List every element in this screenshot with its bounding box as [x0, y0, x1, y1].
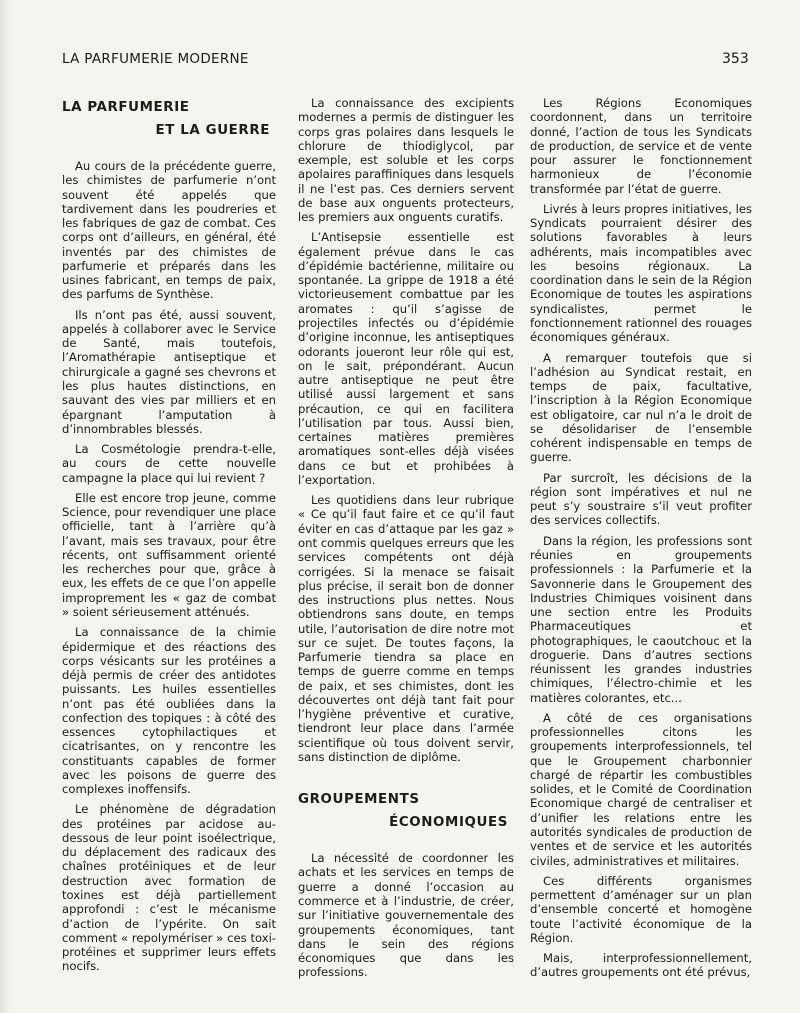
paragraph: La nécessité de coordonner les achats et les services en temps de guerre a donné l’occasion au commerce et à l’industrie, de créer, sur l’initiative gouvernementale des groupements économiques, tant dans le sein des régions économiques que dans les professions. [298, 851, 514, 980]
paragraph: La Cosmétologie prendra-t-elle, au cours de cette nouvelle campagne la place qui lui revient ? [62, 442, 276, 485]
paragraph: Les Régions Economiques coordonnent, dans un territoire donné, l’action de tous les Syndicats de production, de service et de vente pour assurer le fonctionnement harmonieux de l’économie transformée par l’état de guerre. [530, 96, 752, 196]
paragraph: La connaissance des excipients modernes a permis de distinguer les corps gras polaires dans lesquels le chlorure de thiodiglycol, par exemple, est soluble et les corps apolaires paraffiniques dans lesquels il ne l’est pas. Ces derniers servent de base aux onguents protecteurs, les premiers aux onguents curatifs. [298, 96, 514, 225]
paragraph: Elle est encore trop jeune, comme Science, pour revendiquer une place officielle, tant à l’arrière qu’à l’avant, mais ses travaux, pour être récents, ont suffisamment orienté les recherches pour que, grâce à eux, les effets de ce que l’on appelle improprement les « gaz de combat » soient sérieusement atténués. [62, 490, 276, 619]
title-line: ET LA GUERRE [155, 123, 270, 138]
title-line: ÉCONOMIQUES [389, 815, 508, 831]
paragraph: L’Antisepsie essentielle est également prévue dans le cas d’épidémie bactérienne, militaire ou spontanée. La grippe de 1918 a été victorieusement combattue par les aromates : qu’il s’agisse de projectiles infectés ou d’épidémie d’origine inconnue, les antiseptiques odorants joueront leur rôle qui est, on le sait, prépondérant. Aucun autre antiseptique ne peut être utilisé aussi largement et sans précaution, ce qui en facilitera l’utilisation par tous. Aussi bien, certaines matières premières aromatiques sont-elles déjà visées dans ce but et prohibées à l’exportation. [298, 230, 514, 487]
paragraph: A remarquer toutefois que si l’adhésion au Syndicat restait, en temps de paix, facultative, l’inscription à la Région Economique est obligatoire, car nul n’a le droit de se désolidariser de l’ensemble cohérent indispensable en temps de guerre. [530, 350, 752, 465]
page-number: 353 [722, 51, 749, 67]
paragraph: Le phénomène de dégradation des protéines par acidose au-dessous de leur point isoélectrique, du déplacement des radicaux des chaînes protéiniques et de leur destruction avec formation de toxines est déjà partiellement approfondi : c’est le mécanisme d’action de l’ypérite. On sait comment « repolymériser » ces toxi-protéines et supprimer leurs effets nocifs. [62, 802, 276, 974]
paragraph: Ces différents organismes permettent d’aménager sur un plan d’ensemble concerté et homogène toute l’activité économique de la Région. [530, 873, 752, 945]
paragraph: Au cours de la précédente guerre, les chimistes de parfumerie n’ont souvent été appelés que tardivement dans les poudreries et les fabriques de gaz de combat. Ces corps ont d’ailleurs, en général, été inventés par des chimistes de parfumerie et préparés dans les usines fabricant, en temps de paix, des parfums de Synthèse. [62, 159, 276, 302]
paragraph: Les quotidiens dans leur rubrique « Ce qu’il faut faire et ce qu’il faut éviter en cas d’attaque par les gaz » ont commis quelques erreurs que les services compétents ont déjà corrigées. Si la menace se faisait plus précise, il serait bon de donner des instructions plus nettes. Nous obtiendrons sans doute, en temps utile, l’autorisation de dire notre mot sur ce sujet. De toutes façons, la Parfumerie tiendra sa place en temps de guerre comme en temps de paix, et ses chimistes, dont les découvertes ont déjà tant fait pour l’hygiène préventive et curative, tiendront leur place dans l’armée scientifique où tous doivent servir, sans distinction de diplôme. [298, 493, 514, 764]
title-line: GROUPEMENTS [298, 792, 420, 808]
column-2 [298, 96, 514, 986]
article-title-groupements-economiques [298, 788, 514, 834]
column-1 [62, 96, 276, 980]
running-header-title: LA PARFUMERIE MODERNE [62, 51, 249, 67]
paragraph: Ils n’ont pas été, aussi souvent, appelés à collaborer avec le Service de Santé, mais toutefois, l’Aromathérapie antiseptique et chirurgicale a gagné ses chevrons et les plus hautes distinctions, en sauvant des vies par milliers et en épargnant l’amputation à d’innombrables blessés. [62, 307, 276, 436]
paragraph: Dans la région, les professions sont réunies en groupements professionnels : la Parfumerie et la Savonnerie dans le Groupement des Industries Chimiques voisinent dans une section entre les Produits Pharmaceutiques et photographiques, le caoutchouc et la droguerie. Dans d’autres sections réunissent les grandes industries chimiques, l’électro-chimie et les matières colorantes, etc... [530, 533, 752, 705]
paragraph: Livrés à leurs propres initiatives, les Syndicats pourraient désirer des solutions favorables à leurs adhérents, mais incompatibles avec les besoins régionaux. La coordination dans le sein de la Région Economique de toutes les aspirations syndicalistes, permet le fonctionnement rationnel des rouages économiques généraux. [530, 201, 752, 345]
column-3 [530, 96, 752, 986]
title-line: LA PARFUMERIE [62, 100, 190, 115]
paragraph: A côté de ces organisations professionnelles citons les groupements interprofessionnels, tel que le Groupement charbonnier chargé de répartir les combustibles solides, et le Comité de Coordination Economique chargé de centraliser et d’unifier les relations entre les autorités syndicales de production de ventes et de service et les autorités civiles, administratives et militaires. [530, 710, 752, 868]
paragraph: Par surcroît, les décisions de la région sont impératives et nul ne peut s’y soustraire s’il veut profiter des services collectifs. [530, 470, 752, 528]
paragraph: La connaissance de la chimie épidermique et des réactions des corps vésicants sur les protéines a déjà permis de créer des antidotes puissants. Les huiles essentielles n’ont pas été oubliées dans la confection des topiques : à côté des essences cytophilactiques et cicatrisantes, on y rencontre les constituants capables de former avec les poisons de guerre des complexes inoffensifs. [62, 625, 276, 797]
page-edge-shadow [0, 0, 10, 1013]
paragraph: Mais, interprofessionnellement, d’autres groupements ont été prévus, [530, 951, 752, 980]
article-title-parfumerie-guerre [62, 96, 276, 142]
